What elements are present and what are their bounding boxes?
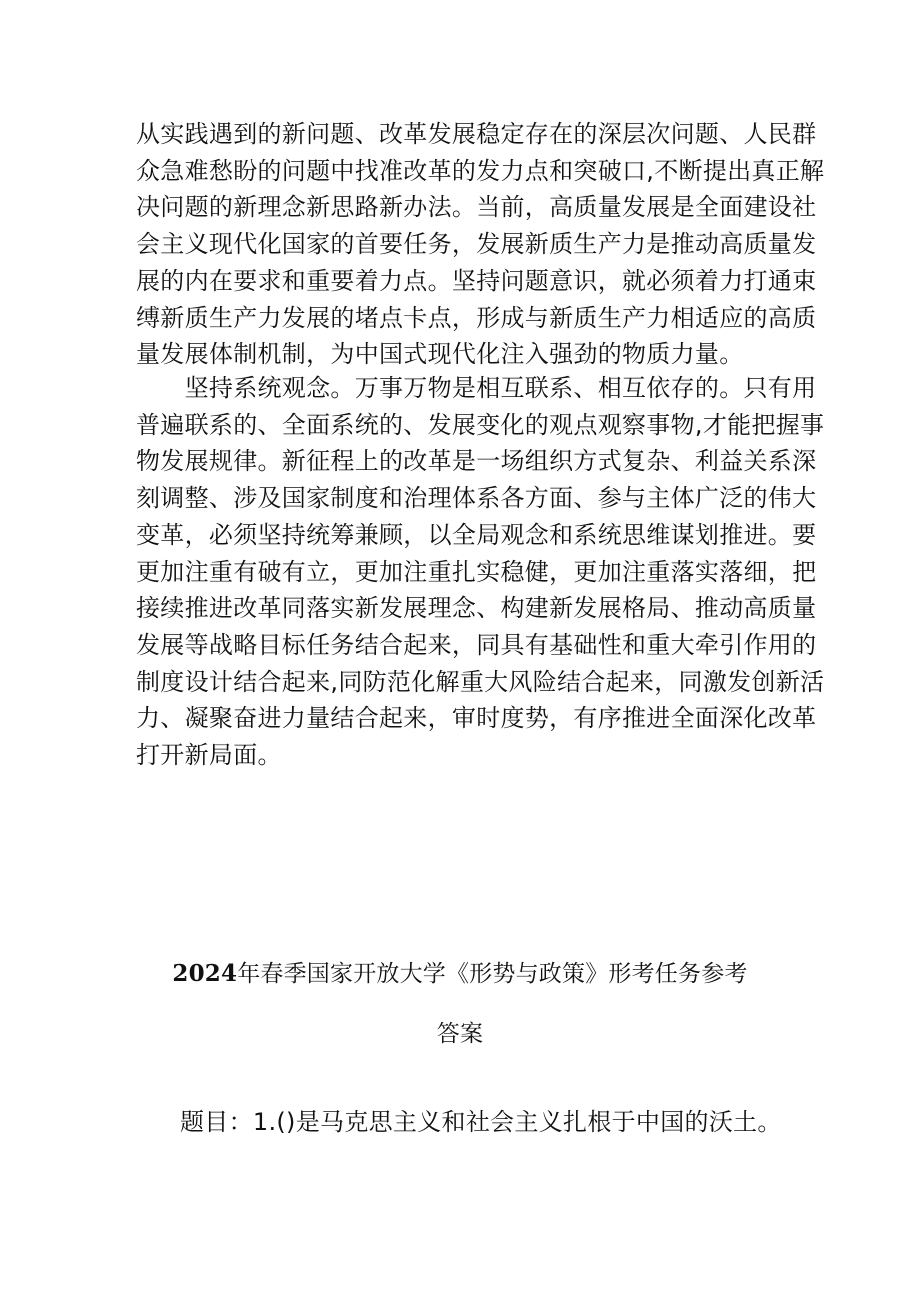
paragraph-line: 决问题的新理念新思路新办法。当前，高质量发展是全面建设社 <box>136 193 817 222</box>
paragraph-line: 刻调整、涉及国家制度和治理体系各方面、参与主体广泛的伟大 <box>136 484 817 513</box>
title-year: 2024 <box>172 960 238 987</box>
paragraph-line: 物发展规律。新征程上的改革是一场组织方式复杂、利益关系深 <box>136 447 817 476</box>
document-title <box>0 955 920 988</box>
paragraph-line: 变革，必须坚持统筹兼顾，以全局观念和系统思维谋划推进。要 <box>136 520 817 549</box>
paragraph-line: 普遍联系的、全面系统的、发展变化的观点观察事物,才能把握事 <box>136 410 825 439</box>
title-text: 年春季国家开放大学《形势与政策》形考任务参考 <box>237 961 748 987</box>
paragraph-line: 接续推进改革同落实新发展理念、构建新发展格局、推动高质量 <box>136 594 817 623</box>
paragraph-line: 从实践遇到的新问题、改革发展稳定存在的深层次问题、人民群 <box>136 120 817 148</box>
paragraph-line: 打开新局面。 <box>136 741 282 770</box>
document-title-line-2: 答案 <box>436 1021 484 1047</box>
paragraph-line: 制度设计结合起来,同防范化解重大风险结合起来，同激发创新活 <box>136 667 825 696</box>
paragraph-line: 力、凝聚奋进力量结合起来，审时度势，有序推进全面深化改革 <box>136 704 817 733</box>
paragraph-line: 量发展体制机制，为中国式现代化注入强劲的物质力量。 <box>136 340 744 369</box>
paragraph-line: 坚持系统观念。万事万物是相互联系、相互依存的。只有用 <box>136 374 817 402</box>
paragraph-line: 发展等战略目标任务结合起来，同具有基础性和重大牵引作用的 <box>136 630 817 659</box>
body-paragraph-1 <box>136 116 825 373</box>
body-paragraph-2 <box>136 370 825 774</box>
question-1: 题目：1.()是马克思主义和社会主义扎根于中国的沃土。 <box>180 1108 782 1136</box>
paragraph-line: 更加注重有破有立，更加注重扎实稳健，更加注重落实落细，把 <box>136 557 817 586</box>
paragraph-line: 缚新质生产力发展的堵点卡点，形成与新质生产力相适应的高质 <box>136 303 817 332</box>
paragraph-line: 会主义现代化国家的首要任务，发展新质生产力是推动高质量发 <box>136 230 817 259</box>
paragraph-line: 展的内在要求和重要着力点。坚持问题意识，就必须着力打通束 <box>136 266 817 295</box>
paragraph-line: 众急难愁盼的问题中找准改革的发力点和突破口,不断提出真正解 <box>136 156 825 185</box>
